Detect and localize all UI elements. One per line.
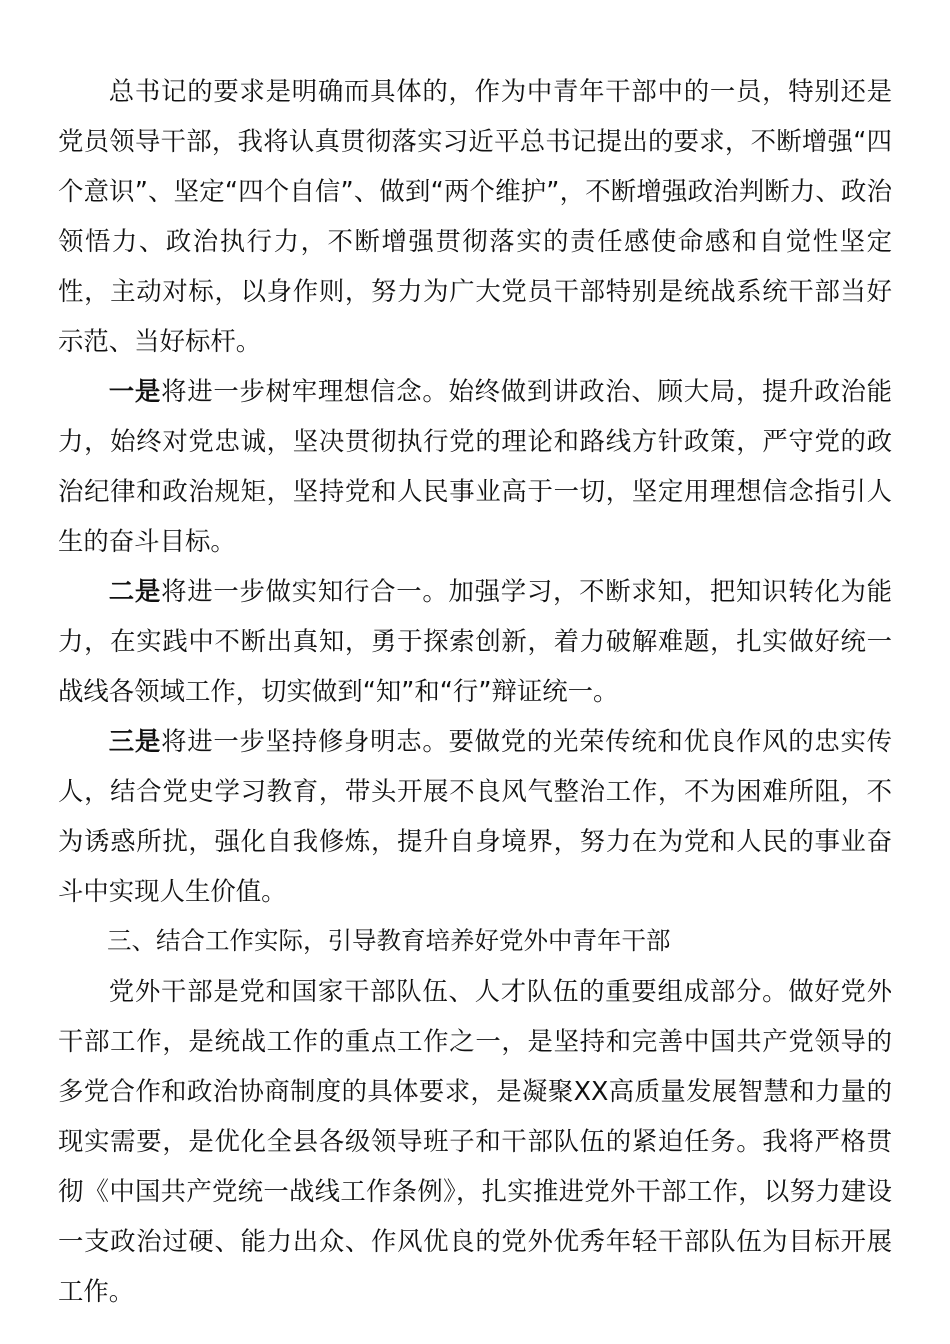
paragraph-intro: 总书记的要求是明确而具体的，作为中青年干部中的一员，特别还是党员领导干部，我将认真贯彻落实习近平总书记提出的要求，不断增强“四个意识”、坚定“四个自信”、做到“两个维护”，不断增强政治判断力、政治领悟力、政治执行力，不断增强贯彻落实的责任感使命感和自觉性坚定性，主动对标，以身作则，努力为广大党员干部特别是统战系统干部当好示范、当好标杆。: [58, 76, 892, 356]
item-3-text: 将进一步坚持修身明志。要做党的光荣传统和优良作风的忠实传人，结合党史学习教育，带头开展不良风气整治工作，不为困难所阻，不为诱惑所扰，强化自我修炼，提升自身境界，努力在为党和人民的事业奋斗中实现人生价值。: [58, 726, 893, 906]
paragraph-item-1: [58, 366, 892, 566]
item-1-lead: 一是: [108, 376, 162, 406]
item-3-lead: 三是: [108, 726, 162, 756]
item-2-lead: 二是: [108, 576, 162, 606]
document-page: [58, 66, 892, 1316]
paragraph-final: 党外干部是党和国家干部队伍、人才队伍的重要组成部分。做好党外干部工作，是统战工作的重点工作之一，是坚持和完善中国共产党领导的多党合作和政治协商制度的具体要求，是凝聚XX高质量发展智慧和力量的现实需要，是优化全县各级领导班子和干部队伍的紧迫任务。我将严格贯彻《中国共产党统一战线工作条例》，扎实推进党外干部工作，以努力建设一支政治过硬、能力出众、作风优良的党外优秀年轻干部队伍为目标开展工作。: [58, 976, 892, 1306]
section-heading: 三、结合工作实际，引导教育培养好党外中青年干部: [107, 926, 671, 955]
item-1-text: 将进一步树牢理想信念。始终做到讲政治、顾大局，提升政治能力，始终对党忠诚，坚决贯彻执行党的理论和路线方针政策，严守党的政治纪律和政治规矩，坚持党和人民事业高于一切，坚定用理想信念指引人生的奋斗目标。: [58, 376, 893, 556]
item-2-text: 将进一步做实知行合一。加强学习，不断求知，把知识转化为能力，在实践中不断出真知，勇于探索创新，着力破解难题，扎实做好统一战线各领域工作，切实做到“知”和“行”辩证统一。: [58, 576, 893, 706]
paragraph-item-2: [58, 566, 892, 716]
paragraph-item-3: [58, 716, 892, 916]
